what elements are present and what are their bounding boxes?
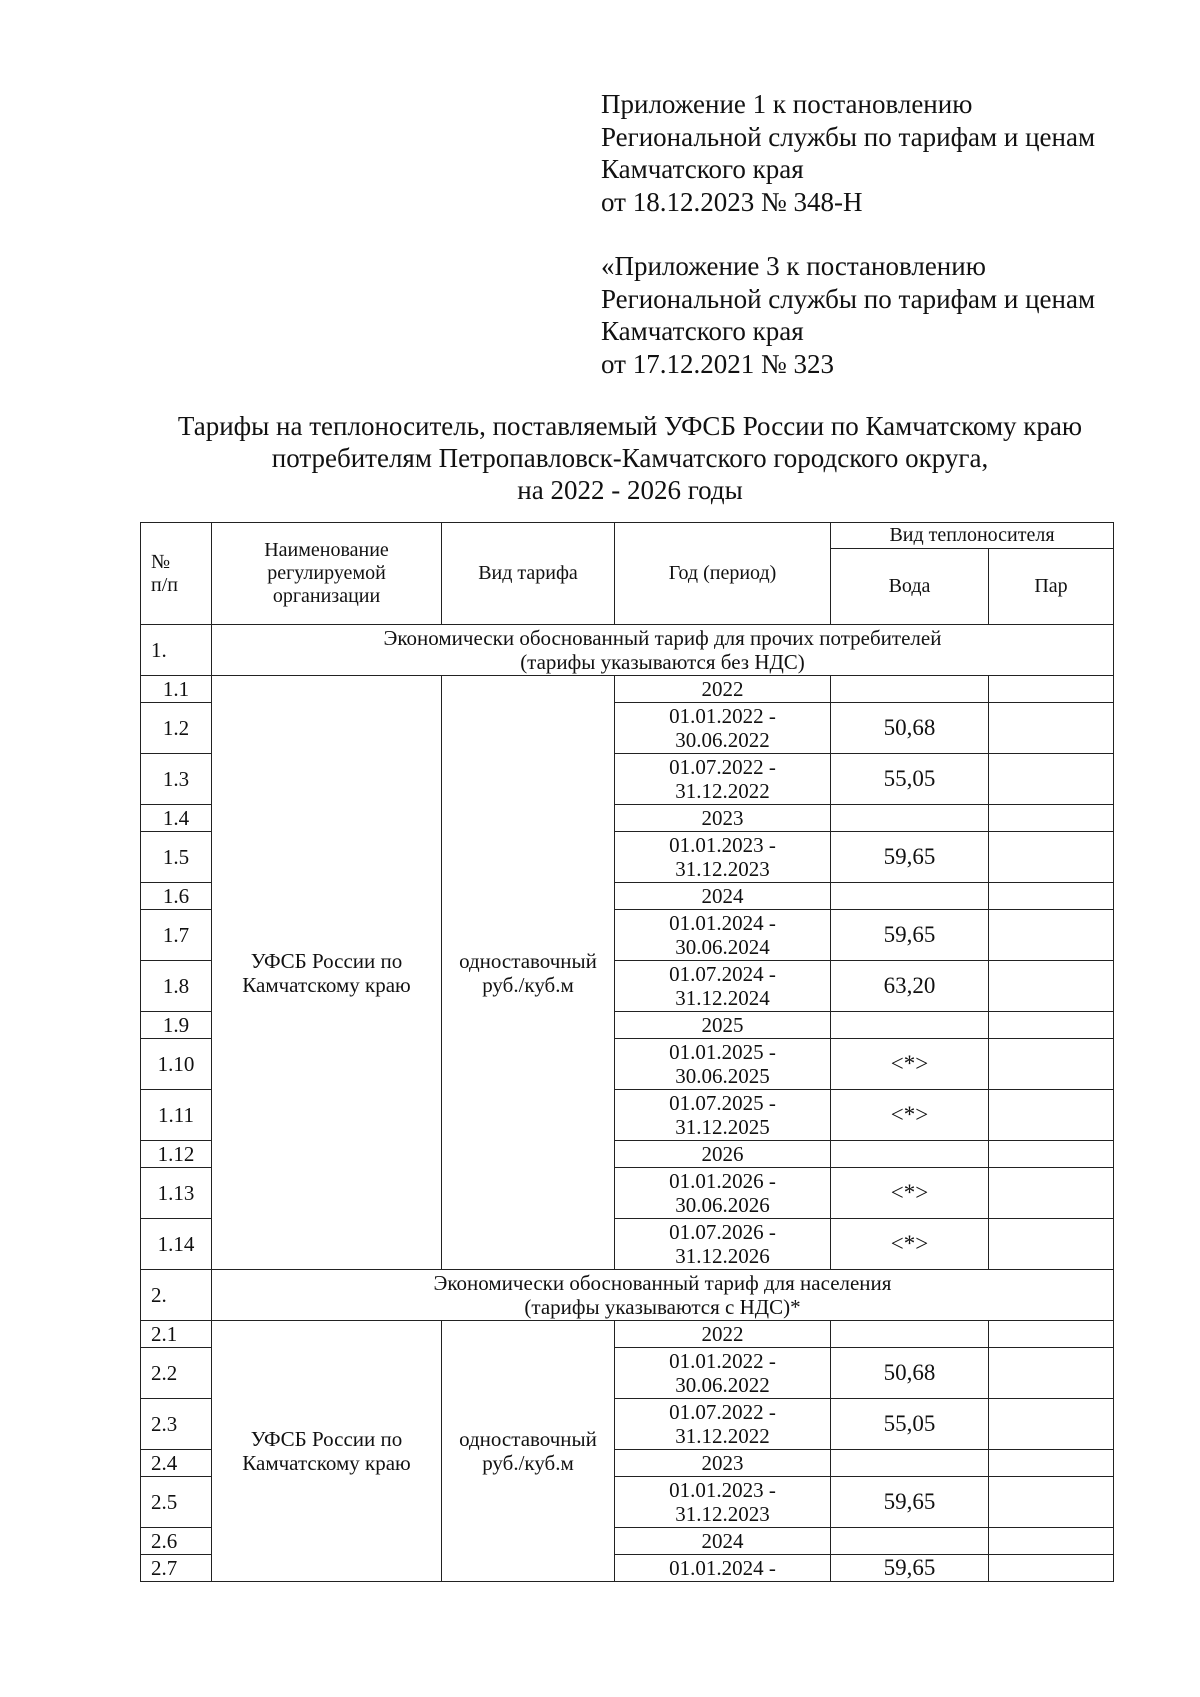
row-number: 1.9 (141, 1012, 212, 1039)
period-cell (615, 1141, 831, 1168)
header-organization-line: регулируемой (267, 562, 386, 584)
section-title (212, 625, 1114, 676)
period-cell (615, 1399, 831, 1450)
period-line: 31.12.2022 (675, 1424, 770, 1448)
water-tariff (831, 1450, 989, 1477)
header-organization-line: организации (272, 585, 381, 607)
period-line: 31.12.2022 (675, 779, 770, 803)
row-number: 1.14 (141, 1219, 212, 1270)
row-number: 2.5 (141, 1477, 212, 1528)
period-cell (615, 1039, 831, 1090)
header-steam: Пар (989, 549, 1114, 625)
appendix-3-line: «Приложение 3 к постановлению (601, 251, 986, 281)
period-line: 31.12.2025 (675, 1115, 770, 1139)
water-tariff: <*> (831, 1219, 989, 1270)
steam-tariff (989, 1219, 1114, 1270)
steam-tariff (989, 1477, 1114, 1528)
period-cell (615, 1321, 831, 1348)
period-line: 2022 (701, 1322, 744, 1346)
row-number: 1.10 (141, 1039, 212, 1090)
water-tariff (831, 1321, 989, 1348)
period-cell (615, 805, 831, 832)
section-title (212, 1270, 1114, 1321)
section-number: 1. (141, 625, 212, 676)
appendix-3-line: от 17.12.2021 № 323 (601, 348, 834, 379)
period-cell (615, 883, 831, 910)
water-tariff (831, 883, 989, 910)
appendix-1-line: от 18.12.2023 № 348-Н (601, 186, 863, 217)
section-title-line: Экономически обоснованный тариф для прочих потребителей (383, 626, 942, 650)
title-line: потребителям Петропавловск-Камчатского городского округа, (271, 443, 989, 473)
period-cell (615, 961, 831, 1012)
row-number: 1.1 (141, 676, 212, 703)
period-line: 01.07.2022 - (669, 755, 776, 779)
period-cell (615, 1555, 831, 1582)
period-line: 01.01.2022 - (669, 704, 776, 728)
appendix-3-block (601, 250, 1161, 380)
period-line: 30.06.2022 (675, 1373, 770, 1397)
row-number: 1.8 (141, 961, 212, 1012)
steam-tariff (989, 1399, 1114, 1450)
header-water: Вода (831, 549, 989, 625)
period-line: 01.01.2023 - (669, 1478, 776, 1502)
organization-name-line: УФСБ России по (250, 948, 403, 973)
period-line: 2026 (701, 1142, 744, 1166)
tariff-type-line: одноставочный (459, 1427, 597, 1451)
row-number: 2.4 (141, 1450, 212, 1477)
header-organization-line: Наименование (264, 539, 389, 561)
steam-tariff (989, 1090, 1114, 1141)
water-tariff: <*> (831, 1168, 989, 1219)
header-number-line: п/п (151, 573, 178, 596)
water-tariff (831, 1528, 989, 1555)
organization-name-line: Камчатскому краю (242, 1451, 411, 1475)
water-tariff (831, 1012, 989, 1039)
period-line: 01.07.2025 - (669, 1091, 776, 1115)
water-tariff: 59,65 (831, 1555, 989, 1582)
water-tariff: 59,65 (831, 1477, 989, 1528)
appendix-1-line: Камчатского края (601, 154, 804, 184)
tariff-type-line: руб./куб.м (482, 972, 574, 997)
period-line: 01.07.2022 - (669, 1400, 776, 1424)
period-line: 01.01.2022 - (669, 1349, 776, 1373)
header-heat-carrier: Вид теплоносителя (831, 523, 1114, 549)
period-line: 01.01.2024 - (669, 911, 776, 935)
tariff-type (442, 1321, 615, 1582)
appendix-1-line: Региональной службы по тарифам и ценам (601, 121, 1096, 152)
water-tariff: 59,65 (831, 832, 989, 883)
water-tariff: 55,05 (831, 1399, 989, 1450)
water-tariff (831, 1141, 989, 1168)
period-line: 01.01.2026 - (669, 1169, 776, 1193)
water-tariff: 50,68 (831, 703, 989, 754)
section-title-line: Экономически обоснованный тариф для населения (433, 1271, 892, 1295)
row-number: 1.4 (141, 805, 212, 832)
header-tariff-type: Вид тарифа (442, 523, 615, 625)
row-number: 1.12 (141, 1141, 212, 1168)
water-tariff: 50,68 (831, 1348, 989, 1399)
steam-tariff (989, 1450, 1114, 1477)
water-tariff (831, 805, 989, 832)
steam-tariff (989, 1528, 1114, 1555)
period-line: 30.06.2022 (675, 728, 770, 752)
row-number: 1.2 (141, 703, 212, 754)
row-number: 2.6 (141, 1528, 212, 1555)
steam-tariff (989, 961, 1114, 1012)
period-line: 01.01.2023 - (669, 833, 776, 857)
period-cell (615, 754, 831, 805)
steam-tariff (989, 754, 1114, 805)
steam-tariff (989, 1348, 1114, 1399)
organization-name-line: Камчатскому краю (242, 972, 411, 997)
period-line: 30.06.2025 (675, 1064, 770, 1088)
period-cell (615, 1219, 831, 1270)
table-row (141, 676, 1114, 703)
row-number: 2.7 (141, 1555, 212, 1582)
steam-tariff (989, 805, 1114, 832)
appendix-1-block (601, 88, 1161, 218)
period-line: 2023 (701, 806, 744, 830)
period-cell (615, 703, 831, 754)
period-line: 01.07.2024 - (669, 962, 776, 986)
section-number: 2. (141, 1270, 212, 1321)
period-line: 01.01.2024 - (669, 1556, 776, 1580)
document-title (0, 410, 1200, 506)
section-row (141, 1270, 1114, 1321)
period-cell (615, 832, 831, 883)
row-number: 2.2 (141, 1348, 212, 1399)
row-number: 1.7 (141, 910, 212, 961)
appendix-1-line: Приложение 1 к постановлению (601, 89, 973, 119)
header-number (141, 523, 212, 625)
steam-tariff (989, 1321, 1114, 1348)
period-line: 2023 (701, 1451, 744, 1475)
appendix-3-line: Региональной службы по тарифам и ценам (601, 283, 1096, 314)
steam-tariff (989, 1012, 1114, 1039)
organization-name (212, 1321, 442, 1582)
period-cell (615, 676, 831, 703)
steam-tariff (989, 883, 1114, 910)
row-number: 2.1 (141, 1321, 212, 1348)
steam-tariff (989, 1168, 1114, 1219)
organization-name-line: УФСБ России по (250, 1427, 403, 1451)
section-row (141, 625, 1114, 676)
water-tariff: <*> (831, 1090, 989, 1141)
tariff-type-line: руб./куб.м (482, 1451, 574, 1475)
period-line: 31.12.2023 (675, 1502, 770, 1526)
period-line: 01.01.2025 - (669, 1040, 776, 1064)
period-cell (615, 1450, 831, 1477)
row-number: 1.6 (141, 883, 212, 910)
title-line: на 2022 - 2026 годы (517, 475, 743, 505)
section-title-line: (тарифы указываются с НДС)* (524, 1295, 801, 1319)
period-cell (615, 1090, 831, 1141)
period-line: 2025 (701, 1013, 744, 1037)
header-number-line: № (151, 550, 171, 573)
steam-tariff (989, 1039, 1114, 1090)
steam-tariff (989, 1141, 1114, 1168)
period-line: 2024 (701, 884, 744, 908)
appendix-3-line: Камчатского края (601, 316, 804, 346)
steam-tariff (989, 1555, 1114, 1582)
row-number: 1.5 (141, 832, 212, 883)
water-tariff: 59,65 (831, 910, 989, 961)
period-line: 31.12.2026 (675, 1244, 770, 1268)
header-period: Год (период) (615, 523, 831, 625)
steam-tariff (989, 832, 1114, 883)
table-row (141, 1321, 1114, 1348)
period-line: 31.12.2024 (675, 986, 770, 1010)
section-title-line: (тарифы указываются без НДС) (520, 650, 805, 674)
row-number: 1.3 (141, 754, 212, 805)
period-line: 30.06.2026 (675, 1193, 770, 1217)
row-number: 1.13 (141, 1168, 212, 1219)
period-cell (615, 910, 831, 961)
tariff-type-line: одноставочный (459, 948, 597, 973)
water-tariff: 63,20 (831, 961, 989, 1012)
header-organization (212, 523, 442, 625)
steam-tariff (989, 676, 1114, 703)
row-number: 1.11 (141, 1090, 212, 1141)
water-tariff: <*> (831, 1039, 989, 1090)
water-tariff: 55,05 (831, 754, 989, 805)
period-cell (615, 1528, 831, 1555)
period-cell (615, 1168, 831, 1219)
period-line: 2022 (701, 677, 744, 701)
period-line: 01.07.2026 - (669, 1220, 776, 1244)
tariff-type (442, 676, 615, 1270)
tariff-table (140, 522, 1114, 1582)
period-line: 30.06.2024 (675, 935, 770, 959)
period-line: 31.12.2023 (675, 857, 770, 881)
organization-name (212, 676, 442, 1270)
water-tariff (831, 676, 989, 703)
period-cell (615, 1012, 831, 1039)
steam-tariff (989, 910, 1114, 961)
row-number: 2.3 (141, 1399, 212, 1450)
period-line: 2024 (701, 1529, 744, 1553)
title-line: Тарифы на теплоноситель, поставляемый УФСБ России по Камчатскому краю (177, 411, 1083, 441)
steam-tariff (989, 703, 1114, 754)
period-cell (615, 1477, 831, 1528)
period-cell (615, 1348, 831, 1399)
